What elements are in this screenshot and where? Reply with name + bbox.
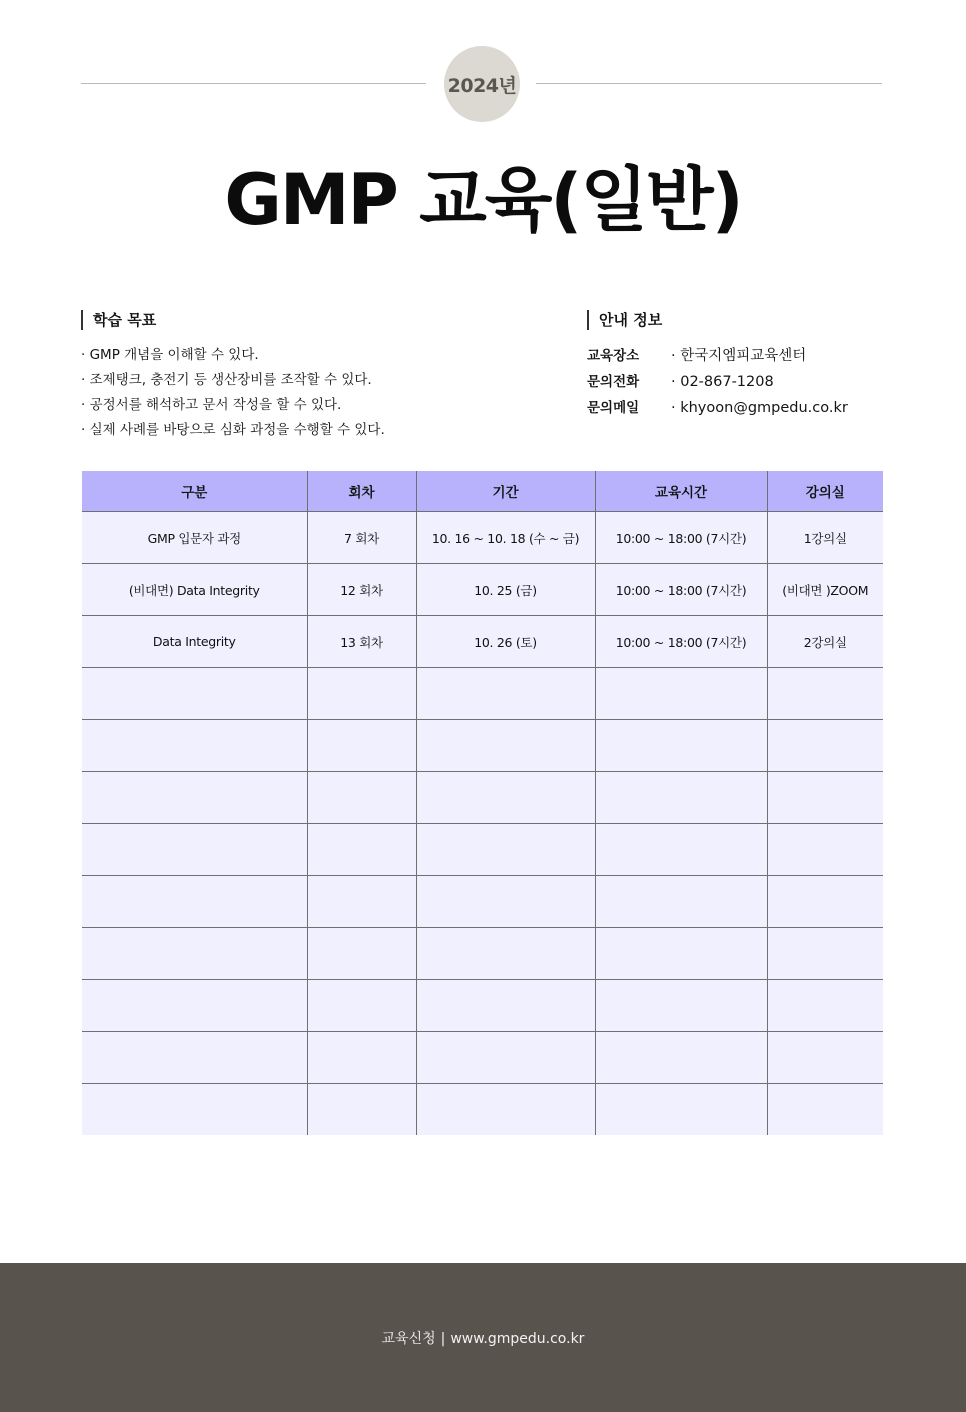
cell-hours xyxy=(595,720,767,772)
footer-url-link[interactable]: www.gmpedu.co.kr xyxy=(450,1330,585,1347)
col-header-period: 기간 xyxy=(416,471,595,512)
cell-period xyxy=(416,668,595,720)
goal-item: · 조제탱크, 충전기 등 생산장비를 조작할 수 있다. xyxy=(81,368,385,393)
cell-category xyxy=(82,772,307,824)
year-divider-right xyxy=(536,83,882,84)
cell-room xyxy=(767,1032,883,1084)
table-header-row xyxy=(82,471,883,512)
cell-session xyxy=(307,772,416,824)
info-value: · 한국지엠피교육센터 xyxy=(671,343,806,369)
cell-period xyxy=(416,772,595,824)
cell-session xyxy=(307,720,416,772)
cell-period xyxy=(416,876,595,928)
goals-list xyxy=(81,343,385,443)
cell-hours xyxy=(595,876,767,928)
cell-period xyxy=(416,980,595,1032)
cell-hours xyxy=(595,668,767,720)
table-row xyxy=(82,824,883,876)
cell-category xyxy=(82,876,307,928)
col-header-room: 강의실 xyxy=(767,471,883,512)
table-row xyxy=(82,1084,883,1136)
info-row-email xyxy=(587,395,848,421)
cell-category xyxy=(82,720,307,772)
cell-period: 10. 26 (토) xyxy=(416,616,595,668)
cell-hours xyxy=(595,824,767,876)
col-header-category: 구분 xyxy=(82,471,307,512)
cell-session: 7 회차 xyxy=(307,512,416,564)
goal-item: · GMP 개념을 이해할 수 있다. xyxy=(81,343,385,368)
cell-category xyxy=(82,668,307,720)
cell-session xyxy=(307,980,416,1032)
cell-period: 10. 25 (금) xyxy=(416,564,595,616)
cell-session xyxy=(307,824,416,876)
cell-room xyxy=(767,720,883,772)
cell-hours xyxy=(595,928,767,980)
cell-room xyxy=(767,668,883,720)
cell-period xyxy=(416,824,595,876)
cell-session xyxy=(307,876,416,928)
cell-room xyxy=(767,876,883,928)
col-header-hours: 교육시간 xyxy=(595,471,767,512)
cell-session xyxy=(307,668,416,720)
info-value: · 02-867-1208 xyxy=(671,369,774,395)
cell-category xyxy=(82,928,307,980)
info-label: 문의전화 xyxy=(587,374,640,390)
table-row xyxy=(82,616,883,668)
footer-separator: | xyxy=(440,1330,446,1347)
cell-session: 13 회차 xyxy=(307,616,416,668)
cell-session xyxy=(307,1032,416,1084)
year-divider-left xyxy=(81,83,426,84)
footer xyxy=(0,1263,966,1412)
footer-apply[interactable] xyxy=(382,1328,585,1348)
table-row xyxy=(82,564,883,616)
cell-category: GMP 입문자 과정 xyxy=(82,512,307,564)
goal-item: · 실제 사례를 바탕으로 심화 과정을 수행할 수 있다. xyxy=(81,418,385,443)
cell-category xyxy=(82,824,307,876)
info-row-location xyxy=(587,343,848,369)
footer-label: 교육신청 xyxy=(381,1330,436,1347)
cell-period xyxy=(416,928,595,980)
cell-hours xyxy=(595,980,767,1032)
table-row xyxy=(82,876,883,928)
info-label: 교육장소 xyxy=(587,348,640,364)
cell-category xyxy=(82,1032,307,1084)
cell-category xyxy=(82,980,307,1032)
info-value[interactable]: · khyoon@gmpedu.co.kr xyxy=(671,395,848,421)
cell-period xyxy=(416,1032,595,1084)
info-row-phone xyxy=(587,369,848,395)
goal-item: · 공정서를 해석하고 문서 작성을 할 수 있다. xyxy=(81,393,385,418)
table-row xyxy=(82,928,883,980)
table-row xyxy=(82,720,883,772)
table-row xyxy=(82,668,883,720)
cell-period: 10. 16 ~ 10. 18 (수 ~ 금) xyxy=(416,512,595,564)
cell-category: (비대면) Data Integrity xyxy=(82,564,307,616)
cell-room xyxy=(767,928,883,980)
cell-hours: 10:00 ~ 18:00 (7시간) xyxy=(595,616,767,668)
cell-room xyxy=(767,824,883,876)
cell-room: (비대면 )ZOOM xyxy=(767,564,883,616)
cell-period xyxy=(416,1084,595,1136)
table-row xyxy=(82,980,883,1032)
table-row xyxy=(82,1032,883,1084)
year-badge: 2024년 xyxy=(444,46,520,122)
col-header-session: 회차 xyxy=(307,471,416,512)
cell-category: Data Integrity xyxy=(82,616,307,668)
info-heading: 안내 정보 xyxy=(587,310,662,330)
cell-session xyxy=(307,928,416,980)
cell-period xyxy=(416,720,595,772)
cell-room: 1강의실 xyxy=(767,512,883,564)
schedule-table xyxy=(82,471,883,1135)
page-title: GMP 교육(일반) xyxy=(224,159,742,241)
goals-heading: 학습 목표 xyxy=(81,310,156,330)
cell-hours: 10:00 ~ 18:00 (7시간) xyxy=(595,564,767,616)
cell-room xyxy=(767,772,883,824)
cell-room xyxy=(767,980,883,1032)
cell-session: 12 회차 xyxy=(307,564,416,616)
cell-room xyxy=(767,1084,883,1136)
cell-hours xyxy=(595,1084,767,1136)
cell-hours: 10:00 ~ 18:00 (7시간) xyxy=(595,512,767,564)
cell-session xyxy=(307,1084,416,1136)
info-label: 문의메일 xyxy=(587,400,640,416)
table-row xyxy=(82,512,883,564)
info-list xyxy=(587,343,848,421)
table-row xyxy=(82,772,883,824)
cell-hours xyxy=(595,772,767,824)
cell-hours xyxy=(595,1032,767,1084)
cell-room: 2강의실 xyxy=(767,616,883,668)
cell-category xyxy=(82,1084,307,1136)
